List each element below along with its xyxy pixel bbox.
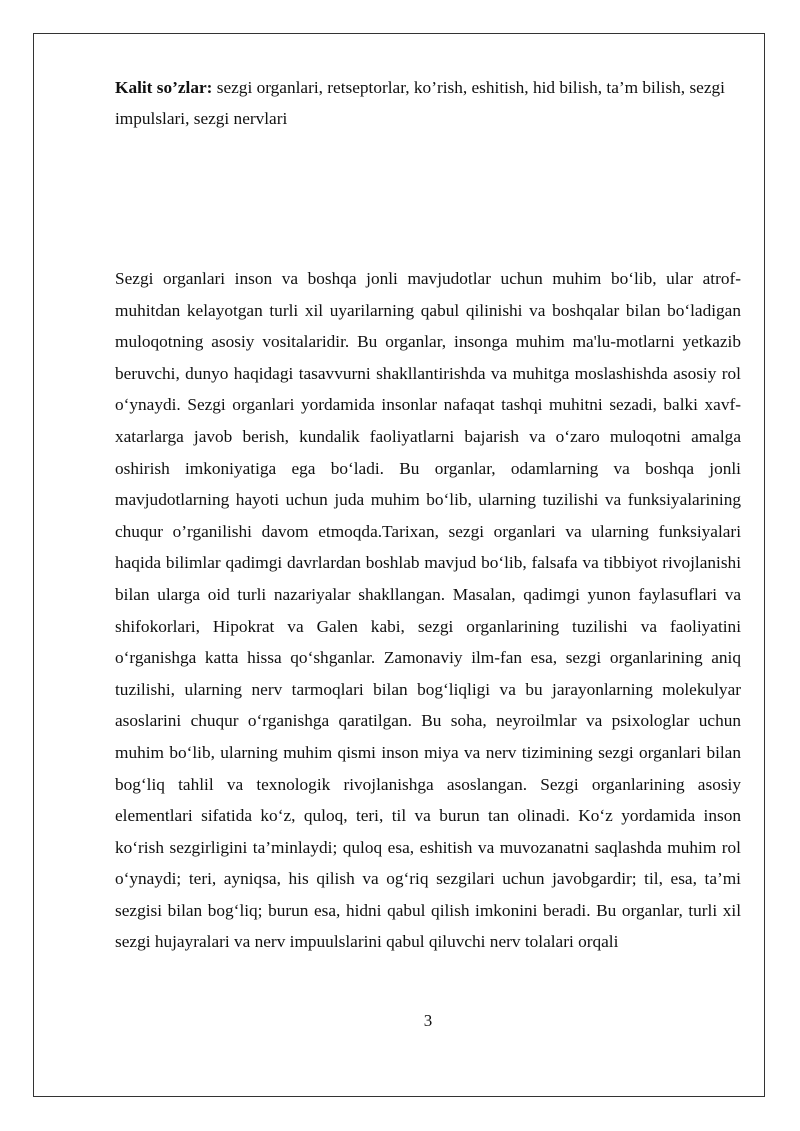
keywords-text: sezgi organlari, retseptorlar, ko’rish, eshitish, hid bilish, ta’m bilish, sezgi impulslari, sezgi nervlari: [115, 78, 725, 128]
keywords-line: [115, 72, 741, 134]
body-paragraph: Sezgi organlari inson va boshqa jonli mavjudotlar uchun muhim bo‘lib, ular atrof-muhitdan kelayotgan turli xil uyarilarning qabul qilinishi va boshqalar bilan bo‘ladigan muloqotning asosiy vositalaridir. Bu organlar, insonga muhim ma'lu-motlarni yetkazib beruvchi, dunyo haqidagi tasavvurni shakllantirishda va muhitga moslashishda asosiy rol o‘ynaydi. Sezgi organlari yordamida insonlar nafaqat tashqi muhitni sezadi, balki xavf-xatarlarga javob berish, kundalik faoliyatlarni bajarish va o‘zaro muloqotni amalga oshirish imkoniyatiga ega bo‘ladi. Bu organlar, odamlarning va boshqa jonli mavjudotlarning hayoti uchun juda muhim bo‘lib, ularning tuzilishi va funksiyalarining chuqur o’rganilishi davom etmoqda.Tarixan, sezgi organlari va ularning funksiyalari haqida bilimlar qadimgi davrlardan boshlab mavjud bo‘lib, falsafa va tibbiyot rivojlanishi bilan ularga oid turli nazariyalar shakllangan. Masalan, qadimgi yunon faylasuflari va shifokorlari, Hipokrat va Galen kabi, sezgi organlarining tuzilishi va faoliyatini o‘rganishga katta hissa qo‘shganlar. Zamonaviy ilm-fan esa, sezgi organlarining aniq tuzilishi, ularning nerv tarmoqlari bilan bog‘liqligi va bu jarayonlarning molekulyar asoslarini chuqur o‘rganishga qaratilgan. Bu soha, neyroilmlar va psixologlar uchun muhim bo‘lib, ularning muhim qismi inson miya va nerv tizimining sezgi organlari bilan bog‘liq tahlil va texnologik rivojlanishga asoslangan. Sezgi organlarining asosiy elementlari sifatida ko‘z, quloq, teri, til va burun tan olinadi. Ko‘z yordamida inson ko‘rish sezgirligini ta’minlaydi; quloq esa, eshitish va muvozanatni saqlashda muhim rol o‘ynaydi; teri, ayniqsa, his qilish va og‘riq sezgilari uchun javobgardir; til, esa, ta’mi sezgisi bilan bog‘liq; burun esa, hidni qabul qilish imkonini beradi. Bu organlar, turli xil sezgi hujayralari va nerv impuulslarini qabul qiluvchi nerv tolalari orqali: [115, 269, 741, 952]
page-number: 3: [423, 1011, 433, 1030]
keywords-label: Kalit so’zlar:: [115, 78, 213, 97]
